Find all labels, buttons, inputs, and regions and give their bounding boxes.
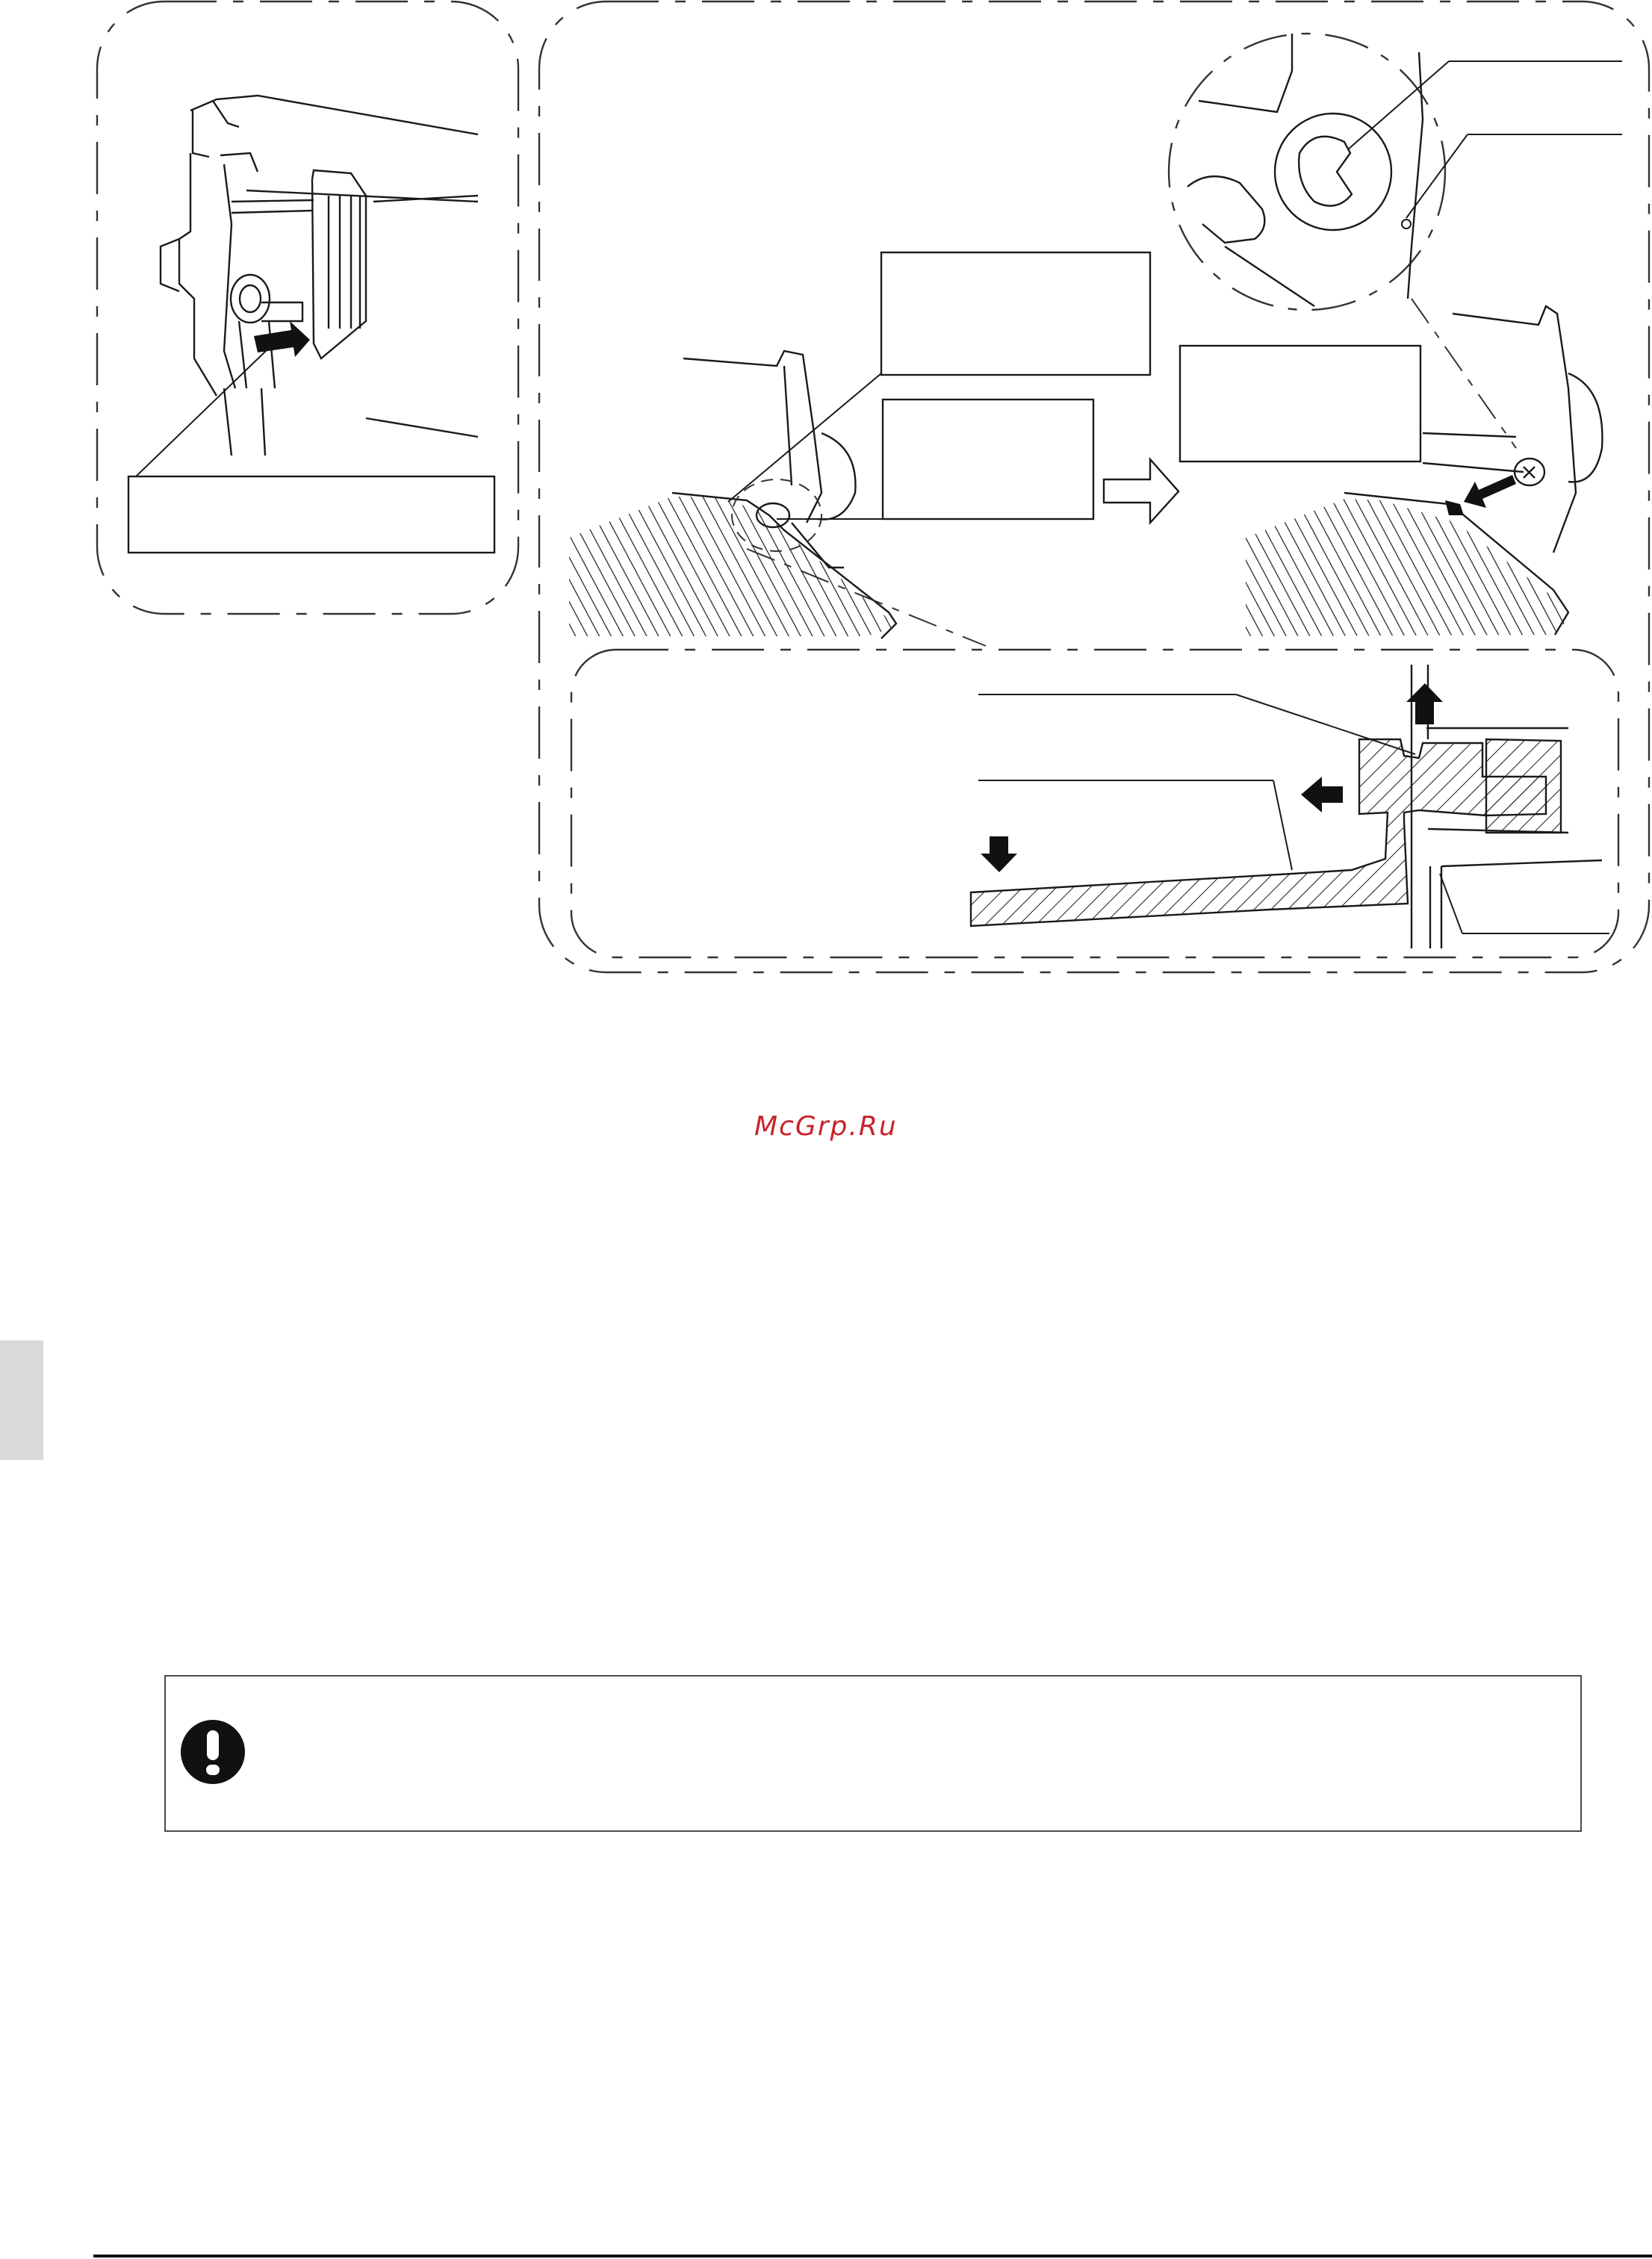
hatched-block — [1486, 739, 1561, 833]
magnifier-circle — [1169, 34, 1445, 310]
main-callout-box-3 — [1180, 346, 1420, 462]
section-pointer-2b — [1273, 780, 1292, 870]
magnifier-pointer-2 — [1406, 134, 1468, 218]
main-panel — [539, 1, 1649, 972]
exclamation-icon — [181, 1720, 245, 1784]
assembly-after — [1180, 306, 1602, 636]
magnifier-leader — [1412, 299, 1516, 448]
section-pointer-1b — [1236, 695, 1415, 754]
cross-section-panel — [571, 650, 1618, 957]
hatched-lever — [971, 739, 1546, 926]
main-callout-box-1 — [881, 252, 1150, 375]
footer-rule — [93, 2255, 1652, 2258]
main-callout-box-2 — [883, 400, 1093, 519]
side-tab — [0, 1340, 43, 1460]
left-panel — [97, 1, 518, 614]
illustration — [0, 0, 1652, 986]
assembly-before — [569, 252, 1150, 646]
magnifier-pointer-1 — [1348, 61, 1449, 149]
hollow-arrow-right-icon — [1104, 459, 1179, 523]
left-arrow-icon — [1301, 777, 1343, 812]
pull-out-arrow-icon — [1464, 475, 1516, 508]
magnifier-screw-dot-icon — [1402, 220, 1411, 229]
caution-box — [164, 1675, 1582, 1832]
callout-1-pointer — [728, 373, 881, 502]
left-push-arrow-icon — [254, 321, 310, 357]
section-pointer-3 — [1440, 874, 1462, 933]
printer-side-drawing — [161, 96, 478, 456]
left-callout-box — [128, 476, 494, 553]
watermark: McGrp.Ru — [754, 1111, 898, 1142]
down-arrow-icon — [981, 836, 1017, 872]
left-pointer-line — [136, 349, 267, 476]
